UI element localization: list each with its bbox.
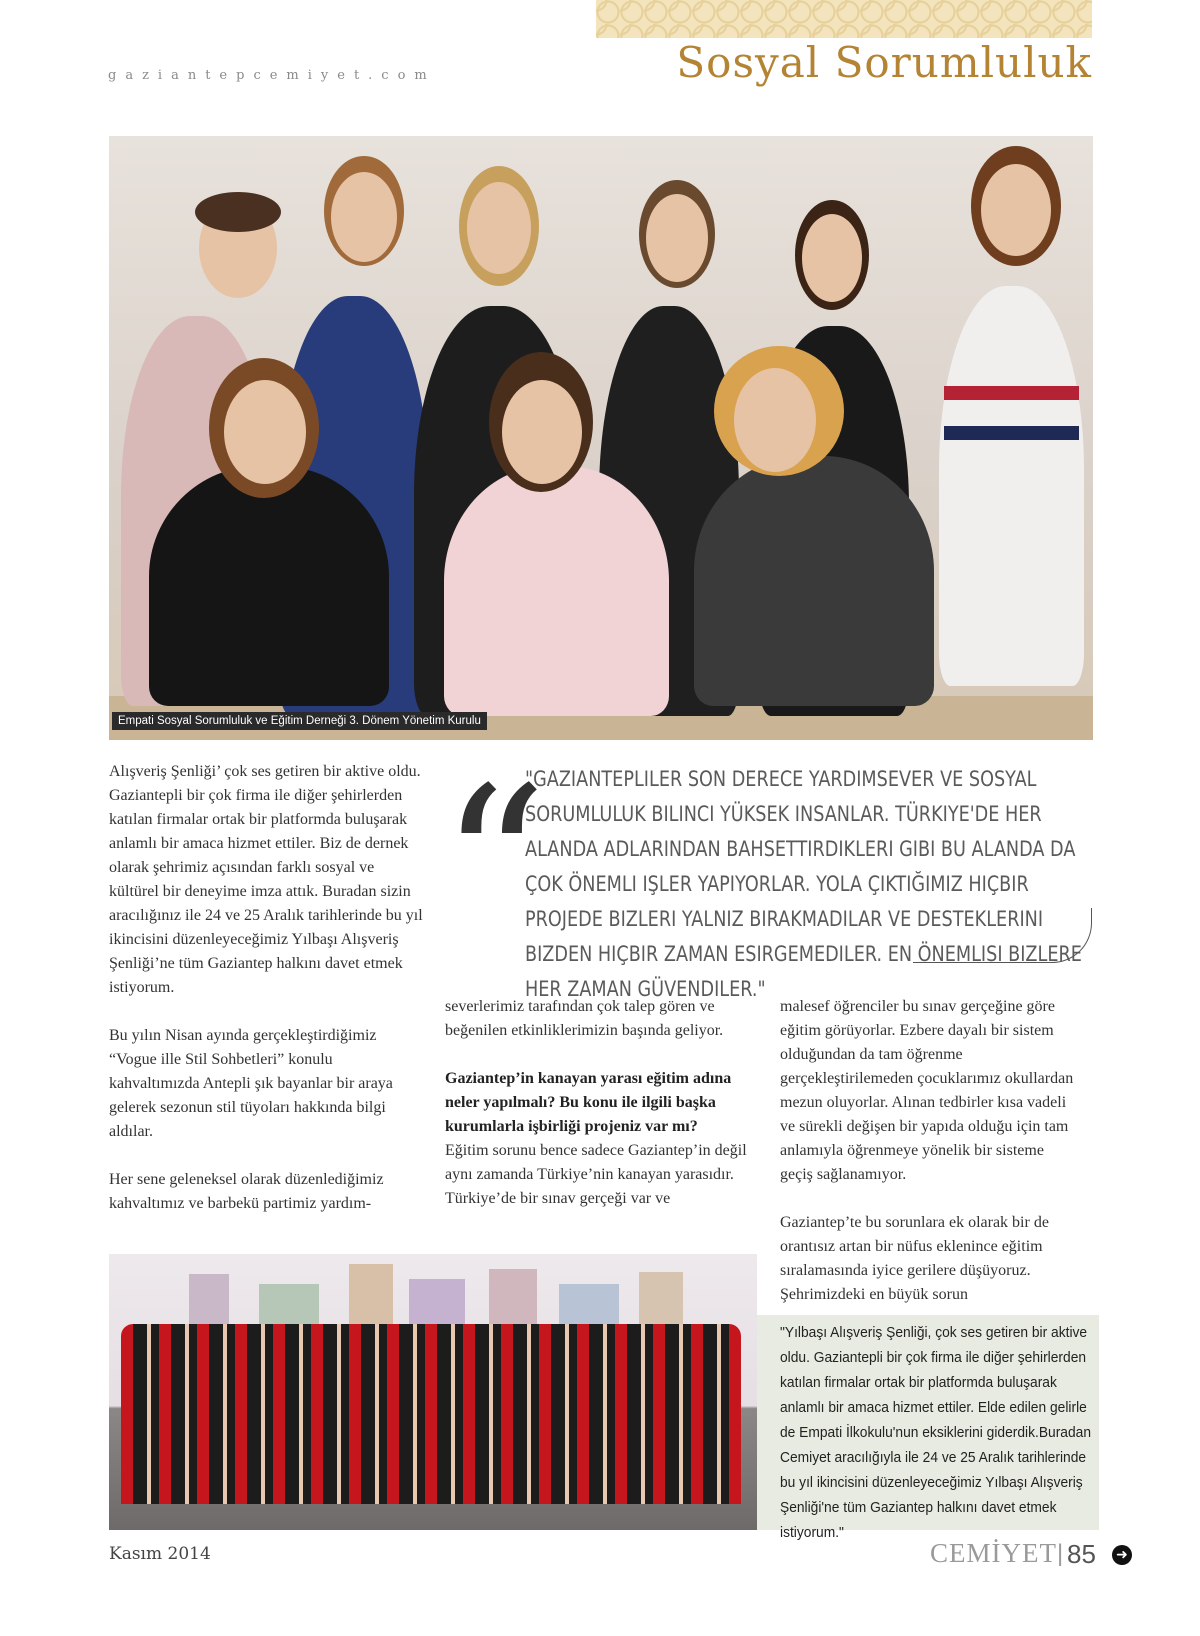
magazine-brand: CEMİYET [930, 1538, 1057, 1568]
group-photo-board [109, 136, 1093, 740]
pull-quote-rule [913, 908, 1092, 963]
event-photo [109, 1254, 757, 1530]
paragraph: Bu yılın Nisan ayında gerçekleştirdiğimiz “Vogue ille Stil Sohbetleri” konulu kahvaltımızda Antepli şık bayanlar bir araya gelerek sezonun stil tüyoları hakkında bilgi aldılar. [109, 1027, 393, 1140]
section-title: Sosyal Sorumluluk [676, 38, 1092, 87]
paragraph: severlerimiz tarafından çok talep gören ve beğenilen etkinliklerimizin başında geliyor. [445, 998, 724, 1039]
paragraph: Eğitim sorunu bence sadece Gaziantep’in değil aynı zamanda Türkiye’nin kanayan yarasıdır. Türkiye’de bir sınav gerçeği var ve [445, 1142, 747, 1207]
issue-date: Kasım 2014 [109, 1544, 211, 1564]
page-number: 85 [1067, 1539, 1096, 1569]
highlight-quote: "Yılbaşı Alışveriş Şenliği, çok ses getiren bir aktive oldu. Gaziantepli bir çok firma ile diğer şehirlerden katılan firmalar ortak bir platformda buluşarak anlamlı bir amaca hizmet ettiler. Elde edilen gelirle de Empati İlkokulu'nun eksiklerini giderdik.Buradan Cemiyet aracılığıyla ile 24 ve 25 Aralık tarihlerinde bu yıl ikincisini düzenleyeceğimiz Yılbaşı Alışveriş Şenliği'ne tüm Gaziantep halkını davet etmek istiyorum." [780, 1324, 1092, 1541]
website-label: gaziantepcemiyet.com [108, 68, 436, 83]
paragraph: Her sene geleneksel olarak düzenlediğimiz kahvaltımız ve barbekü partimiz yardım- [109, 1171, 384, 1212]
paragraph: Alışveriş Şenliği’ çok ses getiren bir aktive oldu. Gaziantepli bir çok firma ile diğer şehirlerden katılan firmalar ortak bir platformda buluşarak anlamlı bir amaca hizmet ettiler. Biz de dernek olarak şehrimiz açısından farklı sosyal ve kültürel bir deneyime imza attık. Buradan sizin aracılığınız ile 24 ve 25 Aralık tarihlerinde bu yıl ikincisini düzenleyeceğimiz Yılbaşı Alışveriş Şenliği’ne tüm Gaziantep halkını davet etmek istiyorum. [109, 763, 423, 996]
quote-mark-icon: “ [440, 742, 548, 987]
article-column-3 [780, 995, 1080, 1331]
footer-separator: | [1057, 1540, 1064, 1567]
paragraph: Gaziantep’te bu sorunlara ek olarak bir de orantısız artan bir nüfus eklenince eğitim sıralamasında iyice gerilere düşüyoruz. Şehrimizdeki en büyük sorun [780, 1214, 1049, 1303]
article-column-2 [445, 995, 760, 1235]
interview-question: Gaziantep’in kanayan yarası eğitim adına neler yapılmalı? Bu konu ile ilgili başka kurumlarla işbirliği projeniz var mı? [445, 1070, 732, 1135]
article-column-1 [109, 760, 424, 1240]
header-ornament-pattern [596, 0, 1092, 38]
photo-caption: Empati Sosyal Sorumluluk ve Eğitim Derneği 3. Dönem Yönetim Kurulu [112, 712, 487, 730]
paragraph: malesef öğrenciler bu sınav gerçeğine göre eğitim görüyorlar. Ezbere dayalı bir sistem olduğundan da tam öğrenme gerçekleştirilemeden çocuklarımız okullardan mezun oluyorlar. Alınan tedbirler kısa vadeli ve sürekli değişen bir yapıda olduğu için tam anlamıyla öğrenmeye yönelik bir sisteme geçiş sağlanamıyor. [780, 998, 1074, 1183]
pull-quote: "GAZIANTEPLILER SON DERECE YARDIMSEVER VE SOSYAL SORUMLULUK BILINCI YÜKSEK INSANLAR. TÜRKIYE'DE HER ALANDA ADLARINDAN BAHSETTIRDIKLERI GIBI BU ALANDA DA ÇOK ÖNEMLI IŞLER YAPIYORLAR. YOLA ÇIKTIĞIMIZ HIÇBIR PROJEDE BIZLERI YALNIZ BIRAKMADILAR VE DESTEKLERINI BIZDEN HIÇBIR ZAMAN ESIRGEMEDILER. EN ÖNEMLISI BIZLERE HER ZAMAN GÜVENDILER." [525, 767, 1082, 1001]
next-page-arrow-icon[interactable]: ➜ [1112, 1545, 1132, 1565]
